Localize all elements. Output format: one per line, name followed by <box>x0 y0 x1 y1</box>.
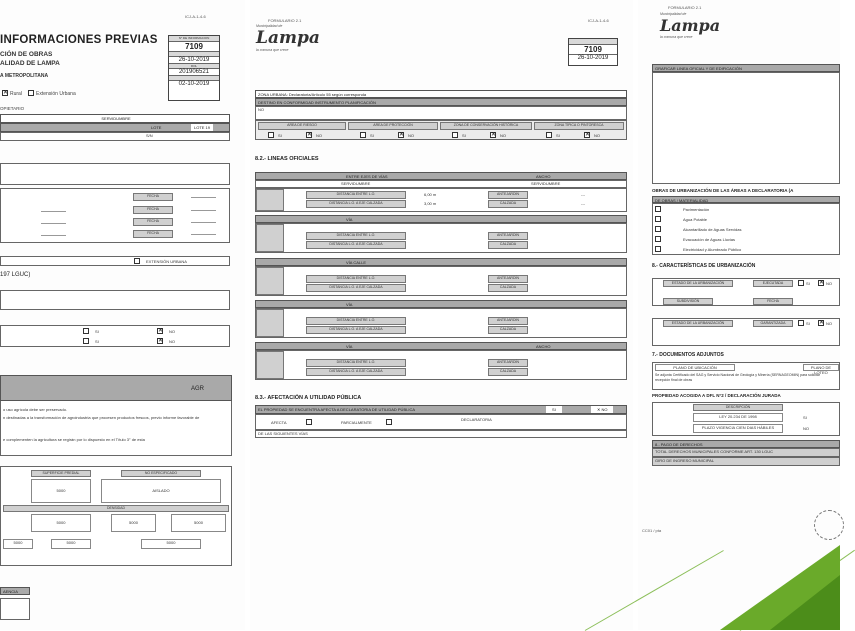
caract-estado-1: ESTADO DE LA URBANIZACIÓN <box>663 280 733 287</box>
densidad-value-2: 5000 <box>111 514 156 532</box>
propiedad-table <box>652 402 840 436</box>
col-area-riesgo: AREA DE RIESGO <box>258 122 346 130</box>
propiedad-v2: NO <box>803 426 809 431</box>
lo-header: ENTRE EJES DE VÍAS <box>346 174 388 179</box>
extension-label: Extensión Urbana <box>36 91 76 97</box>
caracteristicas-title: 8.- CARACTERÍSTICAS DE URBANIZACIÓN <box>652 263 756 269</box>
subtitle-municipalidad: ALIDAD DE LAMPA <box>0 60 60 67</box>
agr-label: AGR <box>191 386 205 392</box>
propiedad-header: DESCRIPCIÓN <box>693 404 783 411</box>
logo-sub-text: la comuna que crece <box>256 48 289 52</box>
bottom-box <box>0 598 30 620</box>
si-no-block: SI ✕ NO SI ✕ NO <box>0 325 230 347</box>
area-table: AREA DE RIESGO AREA DE PROTECCIÓN ZONA DE CONSERVACIÓN HISTÓRICA ZONA TÍPICA O PINTORESCA SI ✕ NO SI ✕ NO SI ✕ NO SI ✕ NO <box>255 120 627 140</box>
fila-b: 5000 <box>51 539 91 549</box>
extension-urbana-label: EXTENSIÓN URBANA <box>146 259 187 264</box>
propiedad-plazo: PLAZO VIGENCIA CIEN DIAS HÁBILES <box>693 424 783 433</box>
lo-val-1: SERVIDUMBRE <box>341 181 371 186</box>
page3-header-label: FORMULARIO 2.1 <box>668 5 702 10</box>
logo-sub-text-2: la comuna que crece <box>660 35 693 39</box>
propiedad-v1: SI <box>803 415 807 420</box>
fecha-label-4: FECHA <box>133 230 173 238</box>
sn-value: S/N <box>146 133 153 138</box>
lo-dist-block-5: DISTANCIA ENTRE L.O. DISTANCIA L.O. A EJE CALZADA ANTEJARDÍN CALZADA <box>255 350 627 380</box>
info-block-a <box>0 163 230 185</box>
rural-checkbox: ✕ <box>3 90 9 96</box>
lote-bar <box>0 123 230 132</box>
lampa-logo <box>256 24 320 52</box>
document-page-3 <box>638 0 840 630</box>
fila-c: 5000 <box>141 539 201 549</box>
obras-item-5: Electricidad y Alumbrado Público <box>683 247 742 252</box>
obras-header-text: DE OBRAS / MATERIALIDAD <box>655 198 709 203</box>
page2-header-label: FORMULARIO 2.1 <box>268 18 302 23</box>
antejardin-1: ANTEJARDÍN <box>488 191 528 199</box>
caract-block-1: ESTADO DE LA URBANIZACIÓN EJECUTADA SI ✕ NO SUBDIVISIÓN FECHA <box>652 278 840 306</box>
logo-name-2: Lampa <box>660 16 721 35</box>
pago-bar <box>652 440 840 448</box>
logo-top-text: Municipalidad de <box>256 24 283 28</box>
dist-val-1: 6,00 m <box>424 192 437 197</box>
dist-label-2: DISTANCIA L.O. A EJE CALZADA <box>306 200 406 208</box>
pago-row-1 <box>652 448 840 457</box>
fecha-block <box>0 188 230 243</box>
col-conservacion: ZONA DE CONSERVACIÓN HISTÓRICA <box>440 122 532 130</box>
caract-fecha: FECHA <box>753 298 793 305</box>
propiedad-title: PROPIEDAD ACOGIDA A DFL N°2 / DECLARACIÓN JURADA <box>652 393 781 398</box>
block-197 <box>0 290 230 310</box>
dist-label-1: DISTANCIA ENTRE L.O. <box>306 191 406 199</box>
aislado-value: AISLADO <box>101 479 221 503</box>
page2-numero-box <box>568 38 618 66</box>
afecta-label: AFECTA <box>271 420 287 425</box>
agr-bar <box>0 375 232 401</box>
declaratoria-label: DECLARATORIA <box>461 417 492 422</box>
caract-ejecutada: EJECUTADA <box>753 280 793 287</box>
page2-fecha: 26-10-2019 <box>569 54 617 61</box>
lote-value: LOTE 19 <box>191 124 213 131</box>
no-especificado-header: NO ESPECIFICADO <box>121 470 201 477</box>
stamp-seal <box>814 510 844 540</box>
obras-list <box>652 203 840 255</box>
zona-urbana-bar <box>255 90 627 98</box>
col-area-proteccion: AREA DE PROTECCIÓN <box>348 122 438 130</box>
via-bar-5: VÍA ANCHO <box>255 342 627 350</box>
fecha-value-2: 02-10-2019 <box>178 81 210 87</box>
caract-garantizada: GARANTIZADA <box>753 320 793 327</box>
documentos-block <box>652 362 840 390</box>
lampa-logo-2 <box>660 12 720 39</box>
no-3: NO <box>500 133 506 138</box>
logo-top-text-2: Municipalidad de <box>660 12 687 16</box>
parcialmente-label: PARCIALMENTE <box>341 420 372 425</box>
documentos-title: 7.- DOCUMENTOS ADJUNTOS <box>652 352 724 358</box>
lineas-oficiales-title: 8.2.- LINEAS OFICIALES <box>255 156 319 162</box>
form-code: ICJ-A-1-4-6 <box>185 14 206 19</box>
propietario-label: OPIETARIO <box>0 106 25 111</box>
lo-val-2: SERVIDUMBRE <box>531 181 561 186</box>
lo-dist-block-2: DISTANCIA ENTRE L.O. DISTANCIA L.O. A EJE CALZADA ANTEJARDÍN CALZADA <box>255 223 627 253</box>
fecha-label-1: FECHA <box>133 193 173 201</box>
si-1: SI <box>278 133 282 138</box>
ensanches-row <box>255 430 627 438</box>
no-4: NO <box>594 133 600 138</box>
calzada-1: CALZADA <box>488 200 528 208</box>
via-bar-3: VÍA CALLE <box>255 258 627 266</box>
bottom-label: AENCIA <box>3 589 18 594</box>
pago-r1: TOTAL DERECHOS MUNICIPALES CONFORME ART. 130 LGUC <box>655 449 774 454</box>
page2-numero: 7109 <box>584 45 602 54</box>
obras-header <box>652 196 840 203</box>
col-zona-tipica: ZONA TÍPICA O PINTORESCA <box>534 122 624 130</box>
decor-dark-green-triangle <box>770 575 840 630</box>
si-4: SI <box>556 133 560 138</box>
servidumbre-label: SERVIDUMBRE <box>101 116 131 121</box>
fila-a: 5000 <box>3 539 33 549</box>
complementary-text: e complementen la agricultura se regirán por lo dispuesto en el Título 3° de esta <box>3 437 145 442</box>
logo-name: Lampa <box>256 28 320 48</box>
dist-val-2: 3,00 m <box>424 201 437 206</box>
si-3: SI <box>462 133 466 138</box>
graficar-text: GRAFICAR LINEA OFICIAL Y DE EDIFICACIÓN <box>655 66 742 71</box>
afectacion-title: 8.3.- AFECTACIÓN A UTILIDAD PÚBLICA <box>255 395 362 401</box>
sn-row <box>0 132 230 141</box>
via-bar-2: VÍA <box>255 215 627 223</box>
document-page-2 <box>250 0 633 630</box>
afectacion-text: EL PROPIEDAD SE ENCUENTRA AFECTA A DECLARATORIA DE UTILIDAD PÚBLICA <box>258 407 416 412</box>
destino-bar <box>255 98 627 106</box>
agr-text-block <box>0 401 232 456</box>
densidad-value-3: 5000 <box>171 514 226 532</box>
ensanches-label: DE LAS SIGUIENTES VÍAS <box>258 431 308 436</box>
rol-value: 201906521 <box>178 69 210 75</box>
lo-ancho: ANCHO <box>536 174 551 179</box>
no-label-1: NO <box>169 329 175 334</box>
no-label: NO <box>258 107 264 112</box>
obras-item-4: Evacuación de Aguas Lluvias <box>683 237 736 242</box>
fecha-label-3: FECHA <box>133 218 173 226</box>
superficie-table <box>0 466 232 566</box>
sketch-area <box>652 72 840 184</box>
extension-checkbox <box>28 90 34 96</box>
footer-text: CC01 / pta <box>642 528 662 533</box>
numero-value: 7109 <box>185 42 203 51</box>
densidad-header: DENSIDAD <box>3 505 229 512</box>
numero-box <box>168 35 220 101</box>
page2-form-code: ICJ-A-1-4-6 <box>588 18 609 23</box>
si-label-2: SI <box>95 339 99 344</box>
afectacion-row <box>255 414 627 430</box>
fecha-value-1: 26-10-2019 <box>178 57 210 63</box>
graficar-bar <box>652 64 840 72</box>
agroindustria-text: n destinadas a la transformación de agroindustria que procesen productos frescos, previo informe favorable de <box>3 415 200 420</box>
caract-estado-2: ESTADO DE LA URBANIZACIÓN <box>663 320 733 327</box>
afectacion-bar: EL PROPIEDAD SE ENCUENTRA AFECTA A DECLARATORIA DE UTILIDAD PÚBLICA SI ✕ NO <box>255 405 627 414</box>
zona-urbana-text: ZONA URBANA: Declaratoria/Artículo 55 según corresponda <box>258 92 367 97</box>
subtitle-region: A METROPOLITANA <box>0 73 49 79</box>
superficie-header: SUPERFICIE PREDIAL <box>31 470 91 477</box>
no-row <box>255 106 627 120</box>
caract-block-2: ESTADO DE LA URBANIZACIÓN GARANTIZADA SI ✕ NO <box>652 318 840 346</box>
no-2: NO <box>408 133 414 138</box>
pago-title: 8.- PAGO DE DERECHOS <box>655 442 703 447</box>
docs-plano-ubicacion: PLANO DE UBICACIÓN <box>655 364 735 371</box>
via-bar-4: VÍA <box>255 300 627 308</box>
obras-item-2: Agua Potable <box>683 217 708 222</box>
si-2: SI <box>370 133 374 138</box>
pago-r2: GIRO DE INGRESO MUNICIPAL <box>655 458 715 463</box>
lo-dist-block-4: DISTANCIA ENTRE L.O. DISTANCIA L.O. A EJE CALZADA ANTEJARDÍN CALZADA <box>255 308 627 338</box>
rural-label: Rural <box>10 91 22 97</box>
destino-text: DESTINO EN CONFORMIDAD INSTRUMENTO PLANIFICACIÓN <box>258 100 376 105</box>
lo-header-bar <box>255 172 627 180</box>
subtitle-obras: CIÓN DE OBRAS <box>0 51 53 58</box>
obras-title: OBRAS DE URBANIZACIÓN DE LAS ÁREAS A DECLARATORIA (A <box>652 188 794 193</box>
obras-item-1: Pavimentación <box>683 207 710 212</box>
densidad-value-1: 5000 <box>31 514 91 532</box>
si-label-1: SI <box>95 329 99 334</box>
rol-label: ROL <box>169 63 219 69</box>
propiedad-ley: LEY 20.234 DE 1998 <box>693 413 783 422</box>
page-title: INFORMACIONES PREVIAS <box>0 34 158 46</box>
document-page-1 <box>0 0 245 630</box>
extension-row <box>0 256 230 266</box>
lo-dist-block-1: DISTANCIA ENTRE L.O. DISTANCIA L.O. A EJE CALZADA 6,00 m 3,00 m ANTEJARDÍN CALZADA --- --- <box>255 188 627 212</box>
no-label-2: NO <box>169 339 175 344</box>
lo-dist-block-3: DISTANCIA ENTRE L.O. DISTANCIA L.O. A EJE CALZADA ANTEJARDÍN CALZADA <box>255 266 627 296</box>
superficie-value: 5000 <box>31 479 91 503</box>
bottom-bar <box>0 587 30 595</box>
lo-values-row <box>255 180 627 188</box>
docs-note: Se adjunta Certificado del SAG y Servicio Nacional de Geología y Minería (SERNAGEOMIN) para solicitar recepción final de obras <box>655 373 820 382</box>
no-1: NO <box>316 133 322 138</box>
numero-label: N° DE INFORMACION <box>169 36 219 42</box>
docs-plano-loteo: PLANO DE LOTEO <box>803 364 839 371</box>
section-197: 197 LGUC) <box>0 272 31 278</box>
agricola-text: o uso agrícola debe ser preservado. <box>3 407 68 412</box>
servidumbre-row <box>0 114 230 123</box>
fecha-label-2: FECHA <box>133 206 173 214</box>
lote-label: LOTE <box>151 125 162 130</box>
caract-subdivision: SUBDIVISIÓN <box>663 298 713 305</box>
obras-item-3: Alcantarillado de Aguas Servidas <box>683 227 742 232</box>
pago-row-2 <box>652 457 840 466</box>
